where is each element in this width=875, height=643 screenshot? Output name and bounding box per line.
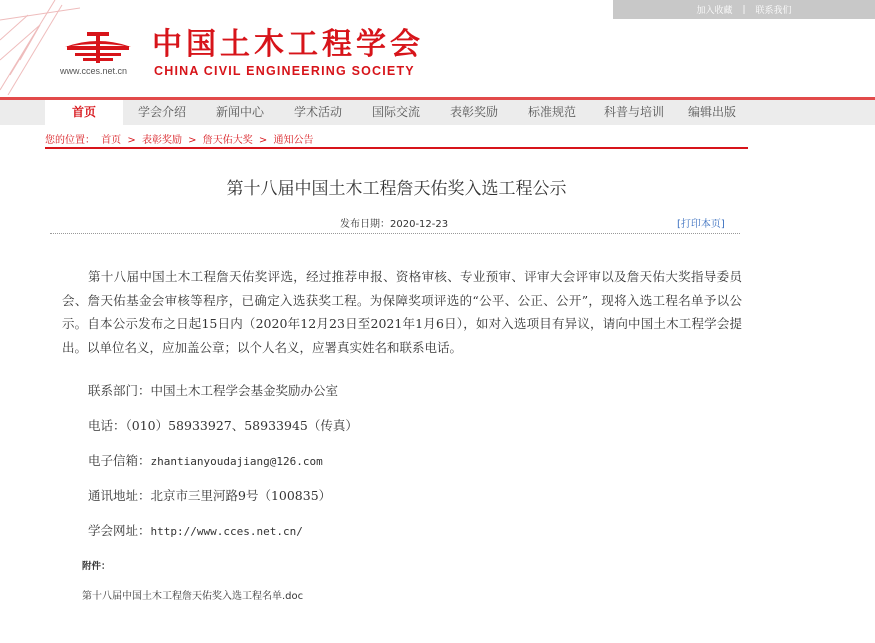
breadcrumb-home[interactable]: 首页: [101, 135, 122, 146]
nav-item-news[interactable]: 新闻中心: [215, 105, 264, 119]
breadcrumb-zhan-tianyou[interactable]: 詹天佑大奖: [202, 135, 253, 146]
nav-item-publishing[interactable]: 编辑出版: [687, 105, 736, 119]
print-page-link[interactable]: [打印本页]: [677, 219, 725, 230]
nav-item-awards[interactable]: 表彰奖励: [449, 105, 498, 119]
nav-item-international[interactable]: 国际交流: [371, 105, 420, 119]
breadcrumb-separator: >: [188, 135, 197, 146]
breadcrumb-separator: >: [127, 135, 136, 146]
article-title: 第十八届中国土木工程詹天佑奖入选工程公示: [226, 179, 567, 199]
cces-logo-icon[interactable]: [63, 31, 133, 65]
society-name-en: CHINA CIVIL ENGINEERING SOCIETY: [154, 64, 415, 78]
meta-divider: [50, 233, 740, 234]
contact-phone: 电话：（010）58933927、58933945（传真）: [88, 418, 358, 433]
site-url: www.cces.net.cn: [60, 66, 128, 76]
nav-item-academic[interactable]: 学术活动: [293, 105, 342, 119]
publish-date: 发布日期：2020-12-23: [340, 219, 449, 230]
nav-item-standards[interactable]: 标准规范: [527, 105, 576, 119]
main-nav: [0, 100, 875, 125]
contact-email-row: [88, 451, 323, 469]
breadcrumb-divider: [45, 147, 748, 149]
website-label: 学会网址：: [88, 523, 151, 538]
contact-address: 通讯地址：北京市三里河路9号（100835）: [88, 488, 332, 503]
site-header: [0, 0, 875, 97]
article-body-paragraph: 第十八届中国土木工程詹天佑奖评选，经过推荐申报、资格审核、专业预审、评审大会评审以及詹天佑大奖指导委员会、詹天佑基金会审核等程序，已确定入选获奖工程。为保障奖项评选的“公平、公正、公开”，现将入选工程名单予以公示。自本公示发布之日起15日内（2020年12月23日至2021年1月6日），如对入选项目有异议，请向中国土木工程学会提出。以单位名义，应加盖公章；以个人名义，应署真实姓名和联系电话。: [62, 269, 742, 355]
nav-item-training[interactable]: 科普与培训: [603, 105, 664, 119]
attachment-label: 附件：: [82, 561, 111, 572]
breadcrumb-awards[interactable]: 表彰奖励: [141, 135, 182, 146]
link-separator: |: [742, 4, 746, 15]
breadcrumb-prefix: 您的位置：: [45, 135, 95, 146]
breadcrumb: [45, 131, 316, 146]
breadcrumb-notices[interactable]: 通知公告: [273, 135, 314, 146]
nav-item-about[interactable]: 学会介绍: [137, 105, 186, 119]
attachment-file-link[interactable]: 第十八届中国土木工程詹天佑奖入选工程名单.doc: [82, 591, 304, 602]
contact-us-link[interactable]: 联系我们: [755, 6, 792, 16]
nav-item-home[interactable]: 首页: [45, 100, 123, 125]
add-favorite-link[interactable]: 加入收藏: [696, 6, 733, 16]
website-row: [88, 521, 303, 539]
society-name-cn[interactable]: 中国土木工程学会: [152, 27, 424, 62]
top-links-bar: [613, 0, 875, 19]
breadcrumb-separator: >: [258, 135, 268, 146]
email-label: 电子信箱：: [88, 453, 151, 468]
email-address[interactable]: zhantianyoudajiang@126.com: [150, 455, 323, 468]
contact-department: 联系部门：中国土木工程学会基金奖励办公室: [88, 383, 339, 398]
website-link[interactable]: http://www.cces.net.cn/: [150, 525, 303, 538]
